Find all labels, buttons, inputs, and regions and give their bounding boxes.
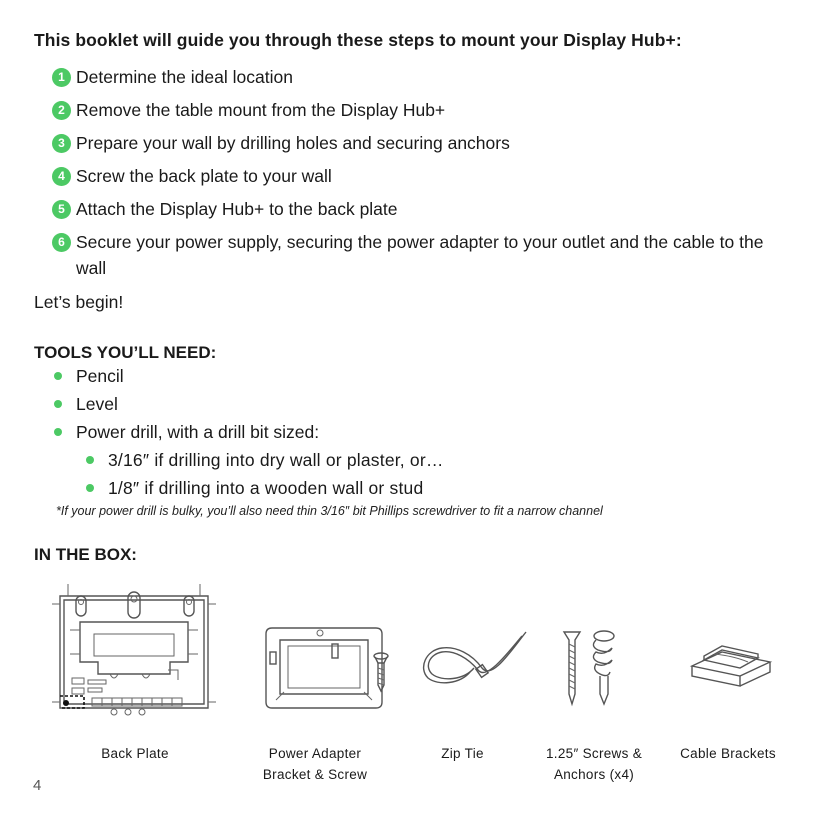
step-text: Prepare your wall by drilling holes and securing anchors: [76, 133, 510, 153]
step-item: [52, 64, 792, 90]
bullet-icon: [86, 456, 94, 464]
back-plate-illustration: [50, 582, 218, 724]
in-the-box-heading: IN THE BOX:: [34, 545, 137, 564]
screws-anchors-illustration: [556, 628, 626, 708]
step-number-badge: 4: [52, 167, 71, 186]
step-item: [52, 229, 792, 281]
drill-bit-text: 3/16″ if drilling into dry wall or plaster, or…: [108, 450, 444, 470]
drill-bit-item: [86, 446, 444, 474]
box-item-label: Back Plate: [101, 746, 169, 761]
step-number-badge: 5: [52, 200, 71, 219]
tool-item: [54, 390, 444, 418]
tool-item: [54, 362, 444, 390]
intro-heading: This booklet will guide you through these steps to mount your Display Hub+:: [34, 30, 682, 50]
step-number-badge: 2: [52, 101, 71, 120]
cable-bracket-illustration: [688, 634, 778, 696]
tool-text: Power drill, with a drill bit sized:: [76, 422, 320, 442]
box-item-label: Cable Brackets: [680, 746, 776, 761]
zip-tie-illustration: [420, 628, 530, 718]
step-item: [52, 130, 792, 156]
tool-text: Pencil: [76, 366, 124, 386]
drill-bit-item: [86, 474, 444, 502]
steps-list: [52, 64, 792, 288]
box-item-label: Power Adapter Bracket & Screw: [262, 746, 368, 782]
power-adapter-bracket-illustration: [258, 622, 398, 714]
drill-bit-text: 1/8″ if drilling into a wooden wall or stud: [108, 478, 424, 498]
box-item-label: 1.25″ Screws & Anchors (x4): [545, 746, 643, 782]
step-item: [52, 163, 792, 189]
step-text: Attach the Display Hub+ to the back plate: [76, 199, 398, 219]
step-item: [52, 97, 792, 123]
step-number-badge: 1: [52, 68, 71, 87]
box-item-label: Zip Tie: [441, 746, 484, 761]
bullet-icon: [54, 372, 62, 380]
tools-list: [54, 362, 444, 502]
step-text: Screw the back plate to your wall: [76, 166, 332, 186]
bullet-icon: [86, 484, 94, 492]
step-item: [52, 196, 792, 222]
footnote: *If your power drill is bulky, you’ll also need thin 3/16″ bit Phillips screwdriver to fit a narrow channel: [56, 504, 603, 518]
tool-text: Level: [76, 394, 118, 414]
drill-bit-sublist: [76, 446, 444, 502]
step-text: Remove the table mount from the Display Hub+: [76, 100, 446, 120]
tool-item: [54, 418, 444, 502]
step-text: Secure your power supply, securing the power adapter to your outlet and the cable to the wall: [76, 232, 764, 278]
bullet-icon: [54, 400, 62, 408]
step-number-badge: 6: [52, 233, 71, 252]
begin-text: Let’s begin!: [34, 292, 124, 312]
step-number-badge: 3: [52, 134, 71, 153]
page-number: 4: [33, 777, 42, 794]
step-text: Determine the ideal location: [76, 67, 293, 87]
tools-heading: TOOLS YOU’LL NEED:: [34, 343, 217, 362]
bullet-icon: [54, 428, 62, 436]
